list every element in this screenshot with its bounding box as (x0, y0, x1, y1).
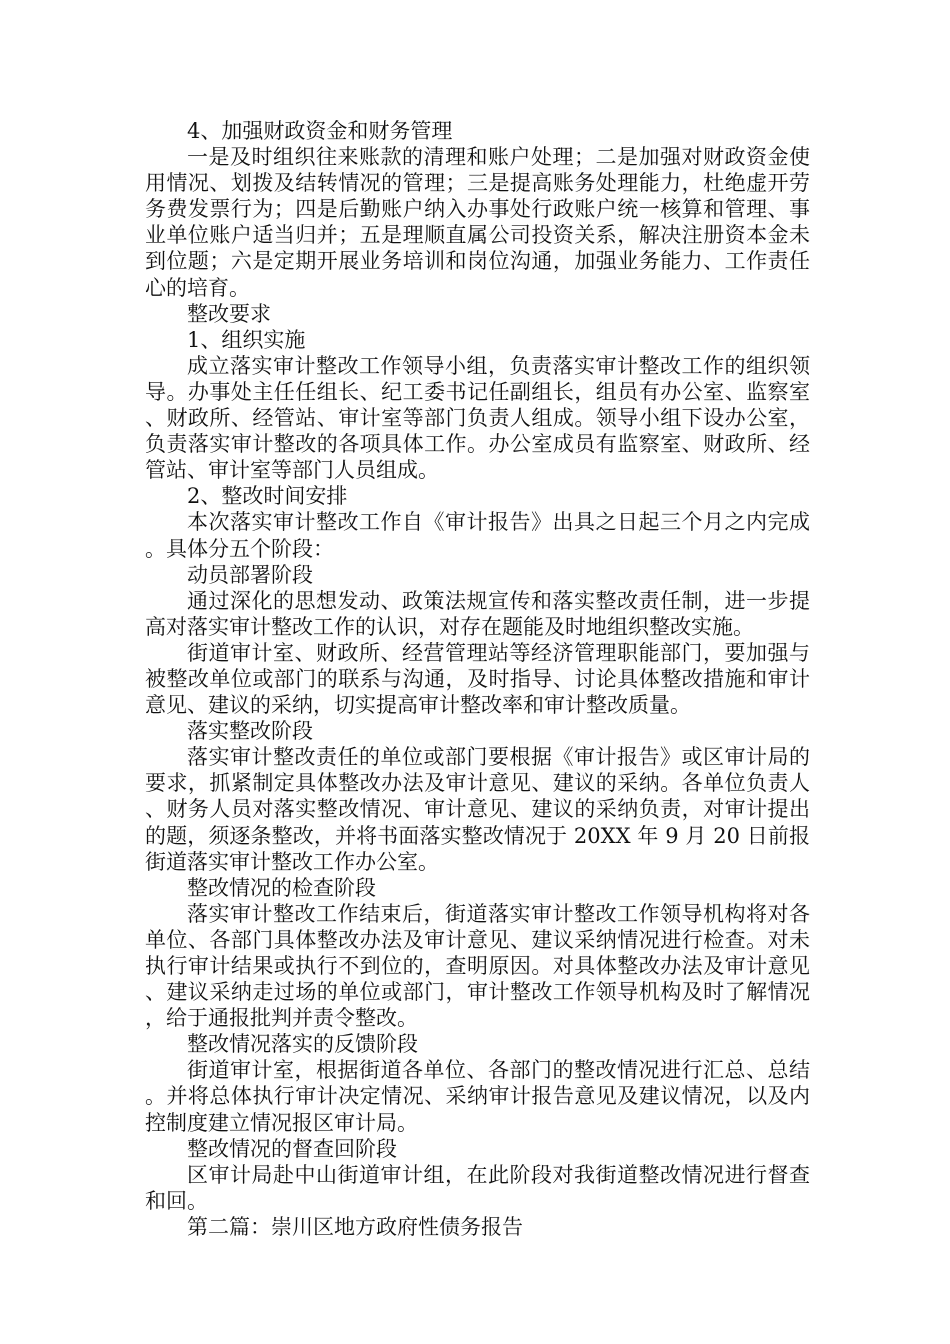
section-heading-requirements: 整改要求 (187, 301, 271, 326)
paragraph-mobilization-1: 通过深化的思想发动、政策法规宣传和落实整改责任制，进一步提高对落实审计整改工作的认识，对存在题能及时地组织整改实施。 (145, 588, 810, 639)
stage-heading-feedback: 整改情况落实的反馈阶段 (187, 1032, 418, 1057)
paragraph-supervision: 区审计局赴中山街道审计组，在此阶段对我街道整改情况进行督查和回。 (145, 1162, 810, 1213)
stage-heading-supervision: 整改情况的督查回阶段 (187, 1136, 397, 1161)
stage-heading-implementation: 落实整改阶段 (187, 719, 313, 744)
stage-heading-inspection: 整改情况的检查阶段 (187, 875, 376, 900)
paragraph-mobilization-2: 街道审计室、财政所、经营管理站等经济管理职能部门，要加强与被整改单位或部门的联系与沟通，及时指导、讨论具体整改措施和审计意见、建议的采纳，切实提高审计整改率和审计整改质量。 (145, 640, 810, 718)
paragraph-finance-measures: 一是及时组织往来账款的清理和账户处理；二是加强对财政资金使用情况、划拨及结转情况的管理；三是提高账务处理能力，杜绝虚开劳务费发票行为；四是后勤账户纳入办事处行政账户统一核算和管理、事业单位账户适当归并；五是理顺直属公司投资关系，解决注册资本金未到位题；六是定期开展业务培训和岗位沟通，加强业务能力、工作责任心的培育。 (145, 145, 810, 300)
paragraph-implementation: 落实审计整改责任的单位或部门要根据《审计报告》或区审计局的要求，抓紧制定具体整改办法及审计意见、建议的采纳。各单位负责人、财务人员对落实整改情况、审计意见、建议的采纳负责，对审计提出的题，须逐条整改，并将书面落实整改情况于 20XX 年 9 月 20 日前报街道落实审计整改工作办公室。 (145, 745, 810, 874)
document-page (145, 118, 810, 1240)
subheading-schedule: 2、整改时间安排 (187, 484, 348, 509)
paragraph-organization: 成立落实审计整改工作领导小组，负责落实审计整改工作的组织领导。办事处主任任组长、纪工委书记任副组长，组员有办公室、监察室、财政所、经管站、审计室等部门负责人组成。领导小组下设办公室，负责落实审计整改的各项具体工作。办公室成员有监察室、财政所、经管站、审计室等部门人员组成。 (145, 353, 810, 483)
subheading-organization: 1、组织实施 (187, 327, 306, 352)
paragraph-schedule: 本次落实审计整改工作自《审计报告》出具之日起三个月之内完成。具体分五个阶段： (145, 510, 810, 561)
chapter-heading-second: 第二篇：崇川区地方政府性债务报告 (187, 1214, 523, 1239)
paragraph-feedback: 街道审计室，根据街道各单位、各部门的整改情况进行汇总、总结。并将总体执行审计决定情况、采纳审计报告意见及建议情况，以及内控制度建立情况报区审计局。 (145, 1058, 810, 1135)
stage-heading-mobilization: 动员部署阶段 (187, 562, 313, 587)
section-heading-finance: 4、加强财政资金和财务管理 (187, 119, 453, 143)
paragraph-inspection: 落实审计整改工作结束后，街道落实审计整改工作领导机构将对各单位、各部门具体整改办法及审计意见、建议采纳情况进行检查。对未执行审计结果或执行不到位的，查明原因。对具体整改办法及审计意见、建议采纳走过场的单位或部门，审计整改工作领导机构及时了解情况，给于通报批判并责令整改。 (145, 901, 810, 1031)
